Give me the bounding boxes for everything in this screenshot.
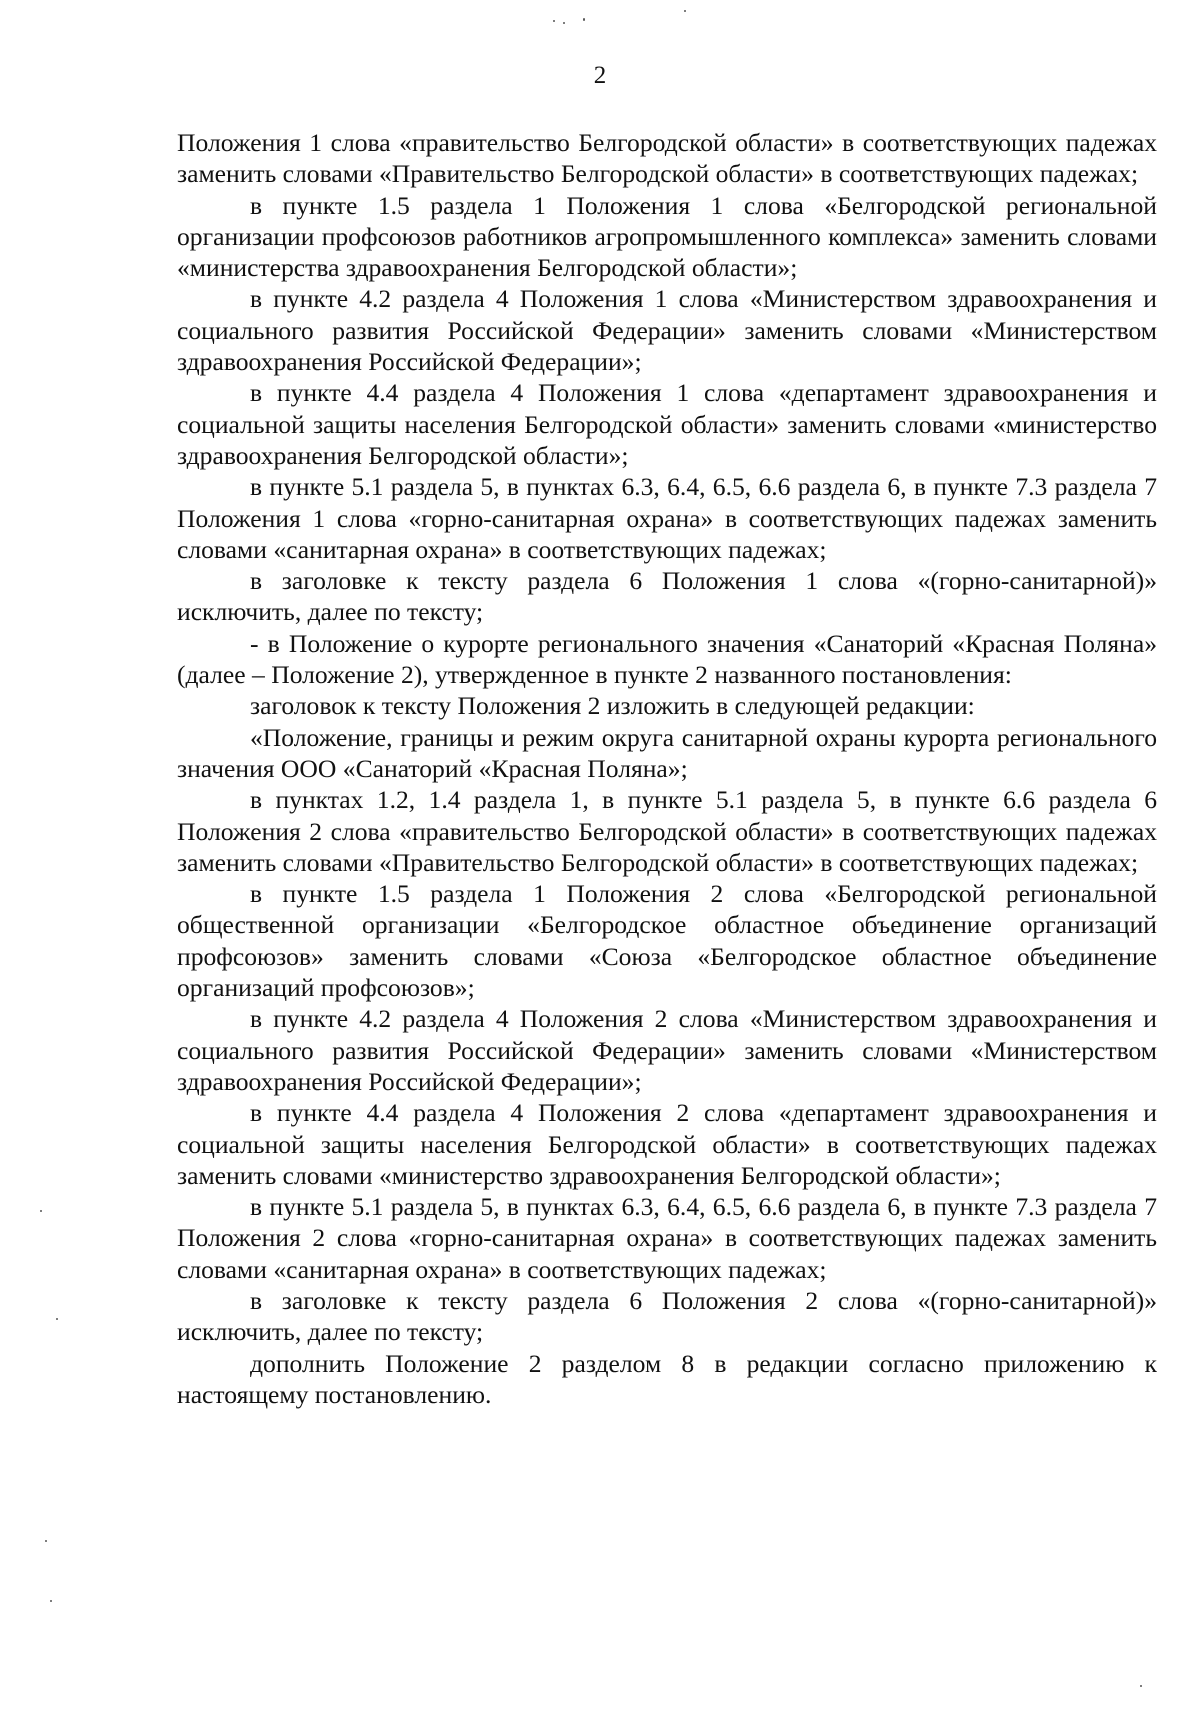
scan-speck: [563, 22, 565, 24]
scan-speck: [50, 1600, 52, 1602]
scan-speck: [1140, 1685, 1142, 1687]
scan-speck: [553, 20, 555, 22]
paragraph: в пункте 1.5 раздела 1 Положения 2 слова «Белгородской региональной общественной организации «Белгородское областное объединение организаций профсоюзов» заменить словами «Союза «Белгородское областное объединение организаций профсоюзов»;: [177, 879, 1157, 1003]
paragraph: «Положение, границы и режим округа санитарной охраны курорта регионального значения ООО «Санаторий «Красная Поляна»;: [177, 722, 1157, 783]
page-number: 2: [593, 62, 607, 89]
scan-speck: [45, 1540, 47, 1542]
paragraph: заголовок к тексту Положения 2 изложить в следующей редакции:: [250, 691, 975, 721]
document-body: [177, 127, 1157, 1410]
paragraph: в пункте 4.2 раздела 4 Положения 2 слова «Министерством здравоохранения и социального развития Российской Федерации» заменить словами «Министерством здравоохранения Российской Федерации»;: [177, 1004, 1157, 1096]
scan-speck: [56, 1318, 58, 1320]
paragraph: Положения 1 слова «правительство Белгородской области» в соответствующих падежах заменить словами «Правительство Белгородской области» в соответствующих падежах;: [177, 128, 1157, 189]
scan-speck: [684, 10, 686, 12]
paragraph: в пункте 1.5 раздела 1 Положения 1 слова «Белгородской региональной организации профсоюзов работников агропромышленного комплекса» заменить словами «министерства здравоохранения Белгородской области»;: [177, 190, 1157, 283]
paragraph: в заголовке к тексту раздела 6 Положения 1 слова «(горно-санитарной)» исключить, далее по тексту;: [177, 566, 1157, 627]
paragraph: в пунктах 1.2, 1.4 раздела 1, в пункте 5.1 раздела 5, в пункте 6.6 раздела 6 Положения 2 слова «правительство Белгородской области» в соответствующих падежах заменить словами «Правительство Белгородской области» в соответствующих падежах;: [177, 785, 1157, 877]
paragraph: в заголовке к тексту раздела 6 Положения 2 слова «(горно-санитарной)» исключить, далее по тексту;: [177, 1285, 1157, 1347]
scan-speck: [40, 1210, 42, 1212]
paragraph: в пункте 4.4 раздела 4 Положения 1 слова «департамент здравоохранения и социальной защиты населения Белгородской области» заменить словами «министерство здравоохранения Белгородской области»;: [177, 378, 1157, 470]
paragraph: дополнить Положение 2 разделом 8 в редакции согласно приложению к настоящему постановлению.: [177, 1348, 1157, 1409]
scan-speck: [583, 18, 585, 21]
paragraph: в пункте 5.1 раздела 5, в пунктах 6.3, 6.4, 6.5, 6.6 раздела 6, в пункте 7.3 раздела 7 Положения 1 слова «горно-санитарная охрана» в соответствующих падежах заменить словами «санитарная охрана» в соответствующих падежах;: [177, 472, 1157, 564]
paragraph: в пункте 4.4 раздела 4 Положения 2 слова «департамент здравоохранения и социальной защиты населения Белгородской области» в соответствующих падежах заменить словами «министерство здравоохранения Белгородской области»;: [177, 1098, 1157, 1190]
paragraph: в пункте 4.2 раздела 4 Положения 1 слова «Министерством здравоохранения и социального развития Российской Федерации» заменить словами «Министерством здравоохранения Российской Федерации»;: [177, 284, 1157, 377]
paragraph: в пункте 5.1 раздела 5, в пунктах 6.3, 6.4, 6.5, 6.6 раздела 6, в пункте 7.3 раздела 7 Положения 2 слова «горно-санитарная охрана» в соответствующих падежах заменить словами «санитарная охрана» в соответствующих падежах;: [177, 1192, 1157, 1284]
paragraph: - в Положение о курорте регионального значения «Санаторий «Красная Поляна» (далее – Положение 2), утвержденное в пункте 2 названного постановления:: [177, 628, 1157, 690]
